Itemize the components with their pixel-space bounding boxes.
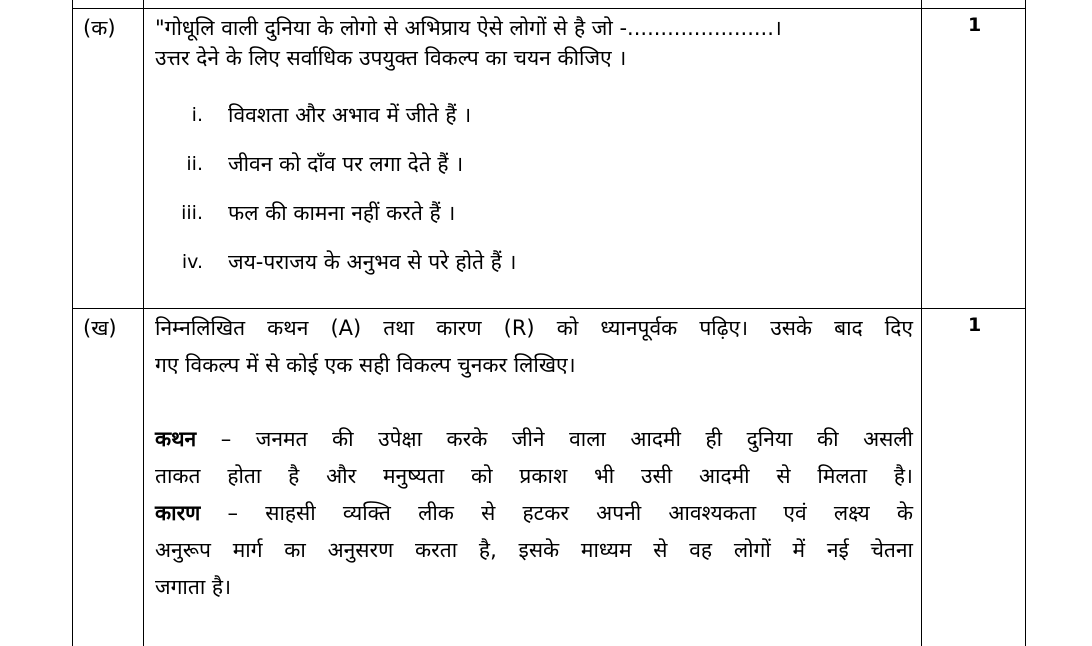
label-column-divider [143, 0, 144, 646]
question-table [72, 0, 1026, 646]
question-b-body [155, 310, 913, 606]
question-b-label: (ख) [83, 316, 117, 340]
question-a-stem [155, 13, 913, 73]
instruction-line2: गए विकल्प में से कोई एक सही विकल्प चुनकर लिखिए। [155, 353, 576, 377]
question-a-stem-line1: "गोधूलि वाली दुनिया के लोगो से अभिप्राय ऐसे लोगों से है जो -......................। [155, 16, 782, 40]
assertion-line2: ताकत होता है और मनुष्यता को प्रकाश भी उसी आदमी से मिलता है। [155, 464, 913, 488]
question-a-stem-line2: उत्तर देने के लिए सर्वाधिक उपयुक्त विकल्प का चयन कीजिए । [155, 46, 627, 70]
assertion-label: कथन [155, 427, 197, 451]
marks-column-divider [921, 0, 922, 646]
row-divider [73, 308, 1025, 309]
option-4-text: जय-पराजय के अनुभव से परे होते हैं । [228, 250, 517, 274]
reason-line3: जगाता है। [155, 575, 232, 599]
option-1-number: i. [191, 104, 203, 126]
reason-label: कारण [155, 501, 201, 525]
reason-text: – साहसी व्यक्ति लीक से हटकर अपनी आवश्यकता एवं लक्ष्य के [227, 501, 913, 525]
question-b-marks: 1 [968, 314, 982, 336]
assertion-line1 [155, 421, 913, 458]
option-4-number: iv. [181, 251, 203, 273]
table-top-border [73, 8, 1025, 9]
assertion-text: – जनमत की उपेक्षा करके जीने वाला आदमी ही दुनिया की असली [220, 427, 913, 451]
question-a-marks: 1 [968, 14, 982, 36]
option-3-number: iii. [181, 202, 203, 224]
option-2-number: ii. [186, 153, 203, 175]
instruction-line1: निम्नलिखित कथन (A) तथा कारण (R) को ध्यानपूर्वक पढ़िए। उसके बाद दिए [155, 316, 913, 340]
option-1-text: विवशता और अभाव में जीते हैं । [228, 103, 472, 127]
reason-line1 [155, 495, 913, 532]
option-3-text: फल की कामना नहीं करते हैं । [228, 201, 456, 225]
reason-line2: अनुरूप मार्ग का अनुसरण करता है, इसके माध्यम से वह लोगों में नई चेतना [155, 538, 913, 562]
question-a-label: (क) [83, 16, 116, 40]
option-2-text: जीवन को दाँव पर लगा देते हैं । [228, 152, 464, 176]
